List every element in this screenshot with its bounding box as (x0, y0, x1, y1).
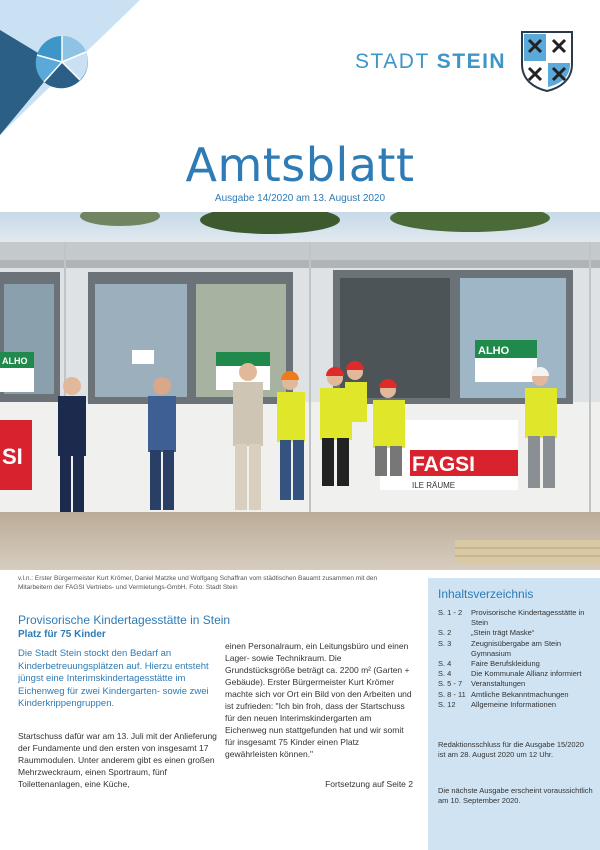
sign-right-text: ALHO (478, 345, 510, 357)
toc-text: Amtliche Bekanntmachungen (471, 689, 569, 699)
toc-page: S. 12 (438, 699, 456, 709)
article-column-1: Startschuss dafür war am 13. Juli mit der Anlieferung der Fundamente und den ersten von insgesamt 17 Raummodulen. Unter anderem gibt es einen großen Mehrzweckraum, einen Sportraum, fünf Toilettenanlagen, eine Küche, (18, 731, 217, 789)
toc-page: S. 4 (438, 669, 452, 679)
toc-item[interactable] (438, 679, 598, 689)
cover-photo (0, 212, 600, 570)
toc-page: S. 3 (438, 638, 452, 648)
article-title: Provisorische Kindertagesstätte in Stein (18, 613, 231, 627)
toc-text: Die Kommunale Allianz informiert (471, 669, 582, 679)
brand-bold: STEIN (436, 50, 507, 73)
deadline-note: Redaktionsschluss für die Ausgabe 15/2020 ist am 28. August 2020 um 12 Uhr. (438, 740, 584, 760)
toc-page: S. 8 - 11 (438, 689, 466, 699)
article-column-2: einen Personalraum, ein Leitungsbüro und einen Lager- sowie Technikraum. Die Grundstücksgröße beträgt ca. 2200 m² (Garten + Gebäude). Erster Bürgermeister Kurt Krömer machte sich vor Ort ein Bild von den Arbeiten und ist zufrieden: "Ich bin froh, dass der Startschuss für den neuen Interimskindergarten am Eichenweg nun stattgefunden hat und wir somit für insgesamt 75 Kinder einen Platz gewährleisten können." (225, 641, 412, 759)
toc-text: Faire Berufskleidung (471, 659, 540, 669)
toc-item[interactable] (438, 628, 598, 638)
toc-text: Veranstaltungen (471, 679, 526, 689)
photo-caption: v.l.n.: Erster Bürgermeister Kurt Krömer, Daniel Matzke und Wolfgang Schaffran vom städtischen Bauamt zusammen mit den Mitarbeitern der FAGSI Vertriebs- und Vermietungs-GmbH. Foto: Stadt Stein (18, 575, 378, 591)
city-brand (355, 50, 506, 74)
toc-page: S. 5 - 7 (438, 679, 463, 689)
continued-note: Fortsetzung auf Seite 2 (325, 779, 413, 789)
toc-page: S. 1 - 2 (438, 608, 463, 617)
banner-right-small-text: ILE RÄUME (412, 481, 456, 490)
next-issue-note: Die nächste Ausgabe erscheint voraussichtlich am 10. September 2020. (438, 786, 593, 806)
toc-list (438, 608, 598, 710)
toc-text: Allgemeine Informationen (471, 699, 557, 709)
publication-title: Amtsblatt (185, 138, 415, 192)
article-subtitle: Platz für 75 Kinder (18, 629, 106, 640)
toc-page: S. 4 (438, 659, 452, 669)
toc-item[interactable] (438, 669, 598, 679)
toc-title: Inhaltsverzeichnis (438, 587, 534, 601)
toc-text: Provisorische Kindertagesstätte in Stein (471, 608, 585, 628)
toc-text: „Stein trägt Maske“ (471, 628, 535, 638)
issue-line: Ausgabe 14/2020 am 13. August 2020 (214, 193, 386, 204)
toc-item[interactable] (438, 700, 598, 710)
toc-item[interactable] (438, 639, 598, 659)
table-of-contents (428, 578, 600, 850)
brand-light: STADT (355, 50, 430, 73)
banner-right-text: FAGSI (412, 453, 476, 476)
corner-logo-graphic (0, 0, 140, 135)
sign-left-text: ALHO (2, 356, 28, 366)
article-lead: Die Stadt Stein stockt den Bedarf an Kinderbetreuungsplätzen auf. Hierzu entsteht jüngst eine Interimskindertagesstätte im Eichenweg für zwei Kindergarten- sowie zwei Kinderkrippengruppen. (18, 648, 209, 709)
city-crest-icon (520, 30, 574, 92)
toc-item[interactable] (438, 608, 598, 628)
banner-left-text: SI (2, 444, 23, 469)
toc-page: S. 2 (438, 628, 452, 638)
toc-item[interactable] (438, 659, 598, 669)
toc-item[interactable] (438, 690, 598, 700)
toc-text: Zeugnisübergabe am Stein Gymnasium (471, 638, 562, 658)
